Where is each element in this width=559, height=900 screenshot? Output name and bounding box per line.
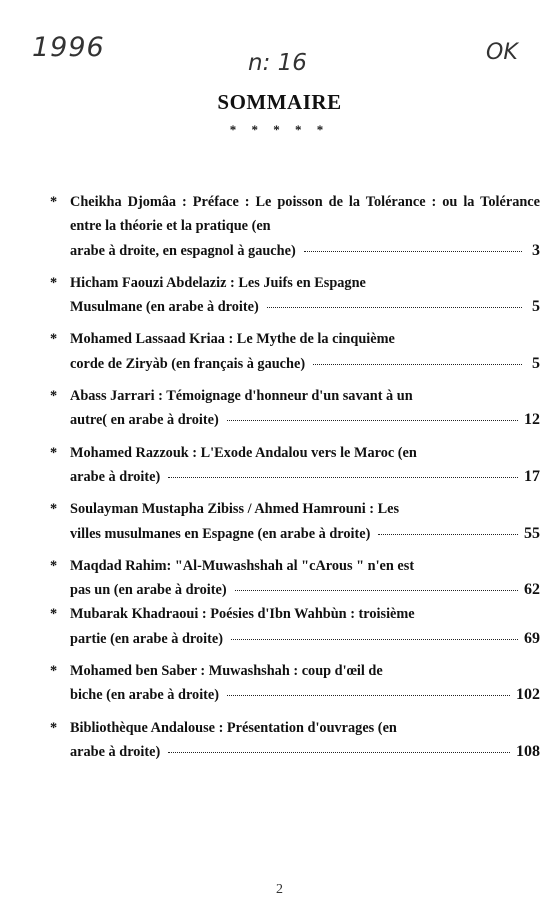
entry-title: Mubarak Khadraoui : Poésies d'Ibn Wahbùn : troisième	[70, 606, 415, 623]
dot-leader	[313, 364, 522, 365]
entry-page-number: 108	[516, 742, 540, 760]
toc-entry	[50, 716, 540, 765]
dot-leader	[168, 752, 510, 753]
entry-title-continuation: arabe à droite)	[70, 743, 161, 760]
entry-bullet: *	[50, 194, 58, 210]
title-stars-divider: * * * * *	[229, 122, 330, 137]
handwritten-ok-mark: OK	[486, 40, 518, 65]
entry-bullet: *	[50, 444, 58, 461]
toc-entry	[50, 554, 540, 603]
dot-leader	[227, 695, 510, 696]
entry-bullet: *	[50, 331, 58, 348]
entry-bullet: *	[50, 388, 58, 405]
toc-entry	[50, 327, 540, 376]
page-title: SOMMAIRE	[217, 90, 342, 114]
entry-bullet: *	[50, 719, 58, 736]
entry-title: Cheikha Djomâa : Préface : Le poisson de la Tolérance : ou la Tolérance entre la théorie et la pratique (en	[70, 194, 540, 235]
toc-entry	[50, 497, 540, 546]
handwritten-issue-number: n: 16	[248, 50, 307, 76]
entry-bullet: *	[50, 606, 58, 623]
entry-page-number: 102	[516, 686, 540, 704]
dot-leader	[267, 307, 522, 308]
dot-leader	[235, 590, 518, 591]
entry-title-continuation: arabe à droite)	[70, 468, 161, 485]
entry-title-continuation: biche (en arabe à droite)	[70, 687, 220, 704]
toc-entry	[50, 271, 540, 320]
entry-page-number: 5	[532, 354, 540, 372]
toc-entry	[50, 659, 540, 708]
entry-title: Mohamed ben Saber : Muwashshah : coup d'œil de	[70, 663, 383, 680]
entry-title: Abass Jarrari : Témoignage d'honneur d'un savant à un	[70, 388, 413, 405]
toc-entry	[50, 441, 540, 490]
entry-title: Hicham Faouzi Abdelaziz : Les Juifs en Espagne	[70, 274, 366, 291]
entry-bullet: *	[50, 274, 58, 291]
dot-leader	[227, 420, 518, 421]
entry-page-number: 69	[524, 629, 540, 647]
dot-leader	[231, 639, 518, 640]
entry-title: Mohamed Razzouk : L'Exode Andalou vers le Maroc (en	[70, 444, 417, 461]
entry-page-number: 12	[524, 411, 540, 429]
toc-entry	[50, 384, 540, 433]
table-of-contents	[50, 190, 540, 764]
handwritten-year: 1996	[32, 32, 105, 63]
entry-title-continuation: Musulmane (en arabe à droite)	[70, 299, 259, 316]
entry-bullet: *	[50, 557, 58, 574]
entry-page-number: 17	[524, 467, 540, 485]
dot-leader	[378, 534, 518, 535]
entry-title: Mohamed Lassaad Kriaa : Le Mythe de la cinquième	[70, 331, 395, 348]
toc-entry	[50, 190, 540, 263]
page-number: 2	[276, 882, 283, 897]
entry-page-number: 3	[532, 241, 540, 259]
toc-entry	[50, 602, 540, 651]
dot-leader	[304, 251, 522, 252]
entry-bullet: *	[50, 501, 58, 518]
entry-bullet: *	[50, 663, 58, 680]
dot-leader	[168, 477, 518, 478]
entry-title-continuation: pas un (en arabe à droite)	[70, 582, 227, 599]
entry-page-number: 55	[524, 524, 540, 542]
entry-title-continuation: villes musulmanes en Espagne (en arabe à droite)	[70, 525, 371, 542]
entry-page-number: 62	[524, 581, 540, 599]
entry-title-continuation: autre( en arabe à droite)	[70, 412, 219, 429]
entry-title-continuation: partie (en arabe à droite)	[70, 630, 223, 647]
entry-page-number: 5	[532, 298, 540, 316]
entry-title: Soulayman Mustapha Zibiss / Ahmed Hamrouni : Les	[70, 501, 400, 518]
entry-title: Maqdad Rahim: "Al-Muwashshah al "cArous " n'en est	[70, 557, 415, 574]
entry-title: Bibliothèque Andalouse : Présentation d'ouvrages (en	[70, 719, 397, 736]
entry-title-continuation: corde de Ziryàb (en français à gauche)	[70, 355, 306, 372]
entry-title-continuation: arabe à droite, en espagnol à gauche)	[70, 242, 296, 259]
